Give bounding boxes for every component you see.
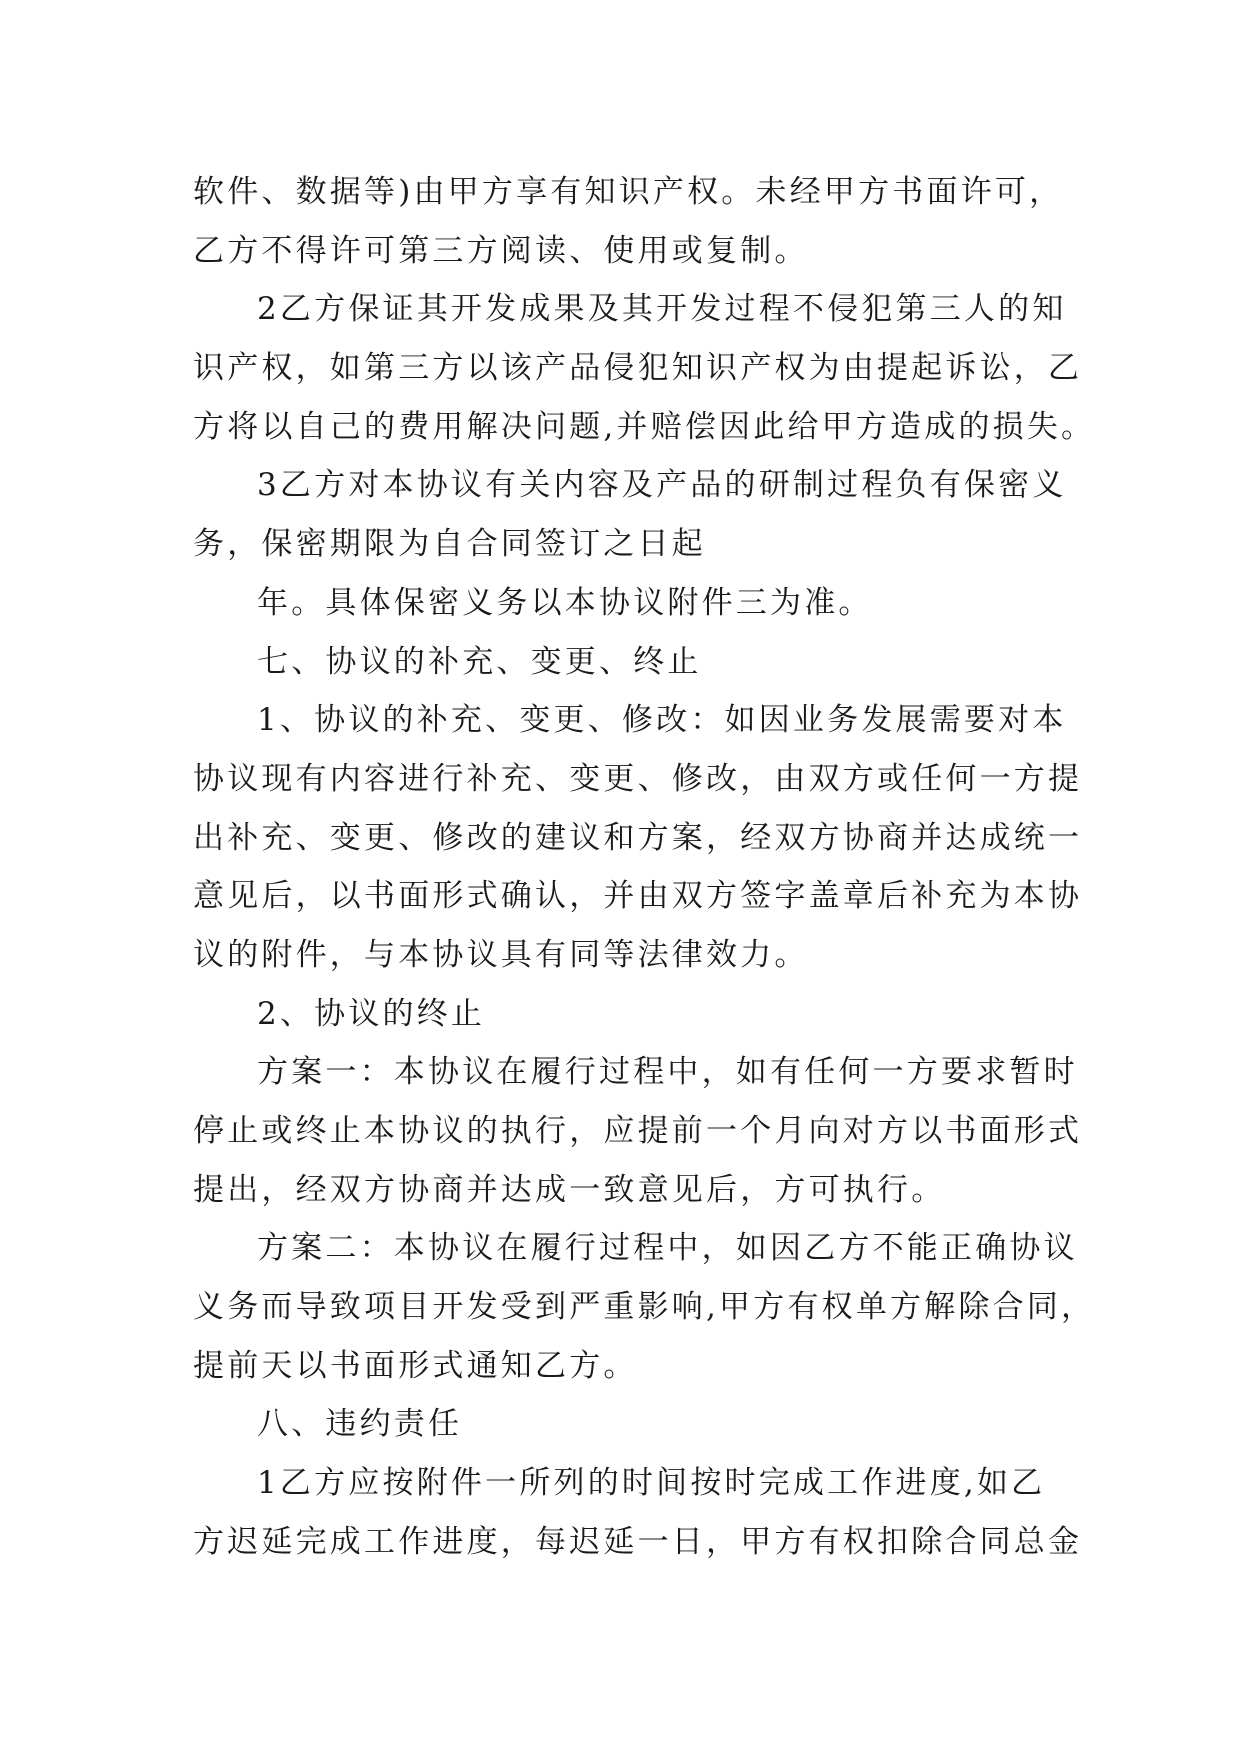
- text-line: 识产权，如第三方以该产品侵犯知识产权为由提起诉讼，乙: [193, 350, 1083, 387]
- text-line: 义务而导致项目开发受到严重影响,甲方有权单方解除合同，: [193, 1289, 1096, 1326]
- text-line: 方迟延完成工作进度，每迟延一日，甲方有权扣除合同总金: [193, 1523, 1083, 1560]
- text-line: 软件、数据等)由甲方享有知识产权。未经甲方书面许可，: [193, 174, 1064, 210]
- text-line: 议的附件，与本协议具有同等法律效力。: [193, 936, 809, 973]
- text-line: 2乙方保证其开发成果及其开发过程不侵犯第三人的知: [257, 291, 1067, 328]
- section-heading: 八、违约责任: [257, 1406, 463, 1443]
- subsection-heading: 2、协议的终止: [257, 995, 486, 1032]
- text-line: 1、协议的补充、变更、修改：如因业务发展需要对本: [257, 702, 1067, 739]
- text-line: 1乙方应按附件一所列的时间按时完成工作进度,如乙: [257, 1465, 1046, 1502]
- text-line: 停止或终止本协议的执行，应提前一个月向对方以书面形式: [193, 1113, 1083, 1149]
- text-line: 年。具体保密义务以本协议附件三为准。: [257, 584, 873, 621]
- text-line: 提出，经双方协商并达成一致意见后，方可执行。: [193, 1171, 946, 1208]
- text-line: 方案一：本协议在履行过程中，如有任何一方要求暂时: [257, 1054, 1078, 1091]
- text-line: 协议现有内容进行补充、变更、修改，由双方或任何一方提: [193, 760, 1083, 797]
- text-line: 务，保密期限为自合同签订之日起: [193, 526, 706, 563]
- text-line: 方将以自己的费用解决问题,并赔偿因此给甲方造成的损失。: [193, 408, 1096, 445]
- text-line: 3乙方对本协议有关内容及产品的研制过程负有保密义: [257, 467, 1067, 504]
- text-line: 提前天以书面形式通知乙方。: [193, 1347, 638, 1384]
- section-heading: 七、协议的补充、变更、终止: [257, 643, 702, 680]
- text-line: 出补充、变更、修改的建议和方案，经双方协商并达成统一: [193, 819, 1083, 856]
- text-line: 方案二：本协议在履行过程中，如因乙方不能正确协议: [257, 1230, 1078, 1267]
- document-body: [193, 163, 1096, 1572]
- text-line: 意见后，以书面形式确认，并由双方签字盖章后补充为本协: [193, 878, 1083, 915]
- text-line: 乙方不得许可第三方阅读、使用或复制。: [193, 232, 809, 269]
